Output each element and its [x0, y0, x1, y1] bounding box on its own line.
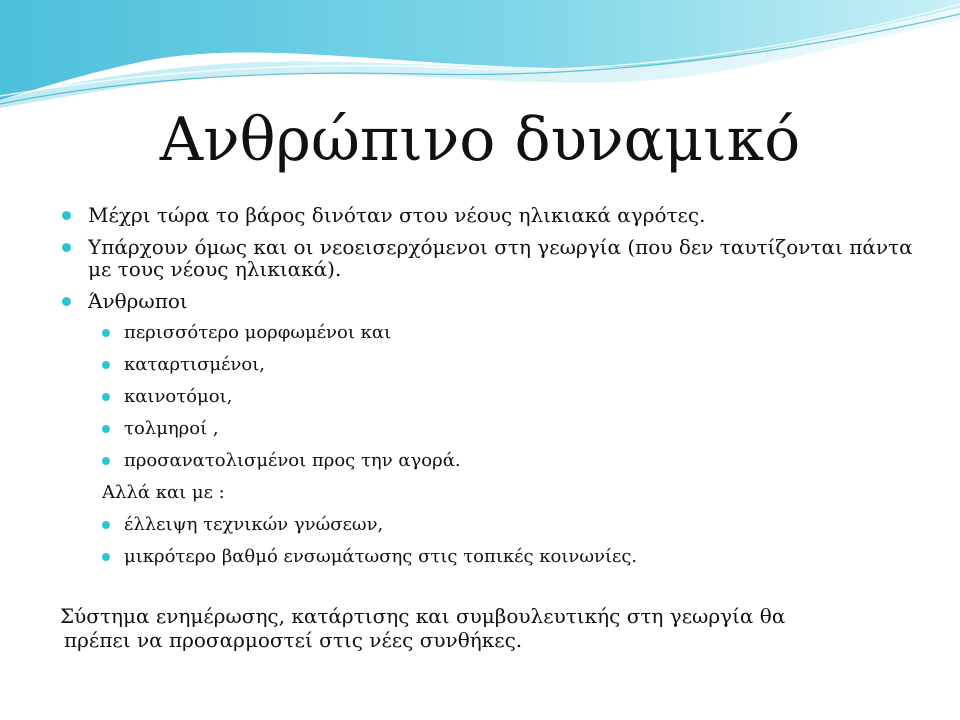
sub-bullet-text: προσανατολισμένοι προς την αγορά.: [124, 450, 461, 471]
sub-bullet-dot-icon: [102, 329, 110, 337]
sub-bullet-item: [60, 450, 920, 472]
sub-bullet-text: μικρότερο βαθμό ενσωμάτωσης στις τοπικές κοινωνίες.: [124, 546, 638, 567]
closing-paragraph: [60, 604, 920, 652]
sub-bullet-dot-icon: [102, 553, 110, 561]
bullet-item: [60, 236, 920, 280]
sub-bullet-text: περισσότερο μορφωμένοι και: [124, 322, 392, 343]
closing-line: πρέπει να προσαρμοστεί στις νέες συνθήκες.: [64, 628, 523, 652]
bullet-item: [60, 204, 920, 226]
bullet-item: [60, 290, 920, 312]
bullet-dot-icon: [62, 211, 71, 220]
closing-line: Σύστημα ενημέρωσης, κατάρτισης και συμβουλευτικής στη γεωργία θα: [60, 604, 786, 628]
sub-bullet-text: έλλειψη τεχνικών γνώσεων,: [124, 514, 384, 535]
bullet-dot-icon: [62, 243, 71, 252]
sub-bullet-text: καταρτισμένοι,: [124, 354, 265, 375]
sub-bullet-item: [60, 546, 920, 568]
bullet-text: Άνθρωποι: [88, 289, 188, 313]
bullet-text: Υπάρχουν όμως και οι νεοεισερχόμενοι στη γεωργία (που δεν ταυτίζονται πάντα με τους νέους ηλικιακά).: [88, 235, 913, 281]
bullet-dot-icon: [62, 297, 71, 306]
sub-bullet-item: [60, 354, 920, 376]
sub-bullet-text: καινοτόμοι,: [124, 386, 233, 407]
slide-content: [60, 204, 920, 578]
sub-bullet-dot-icon: [102, 361, 110, 369]
sub-bullet-text: τολμηροί ,: [124, 418, 219, 439]
sub-bullet-item: [60, 514, 920, 536]
slide-title: Ανθρώπινο δυναμικό: [159, 105, 801, 175]
sub-bullet-dot-icon: [102, 425, 110, 433]
sub-bullet-dot-icon: [102, 457, 110, 465]
sub-bullet-dot-icon: [102, 393, 110, 401]
plain-subline: Αλλά και με :: [102, 482, 225, 503]
bullet-text: Μέχρι τώρα το βάρος δινόταν στου νέους ηλικιακά αγρότες.: [88, 203, 706, 227]
sub-bullet-dot-icon: [102, 521, 110, 529]
sub-bullet-item: [60, 322, 920, 344]
sub-bullet-item: [60, 386, 920, 408]
sub-bullet-item: [60, 418, 920, 440]
